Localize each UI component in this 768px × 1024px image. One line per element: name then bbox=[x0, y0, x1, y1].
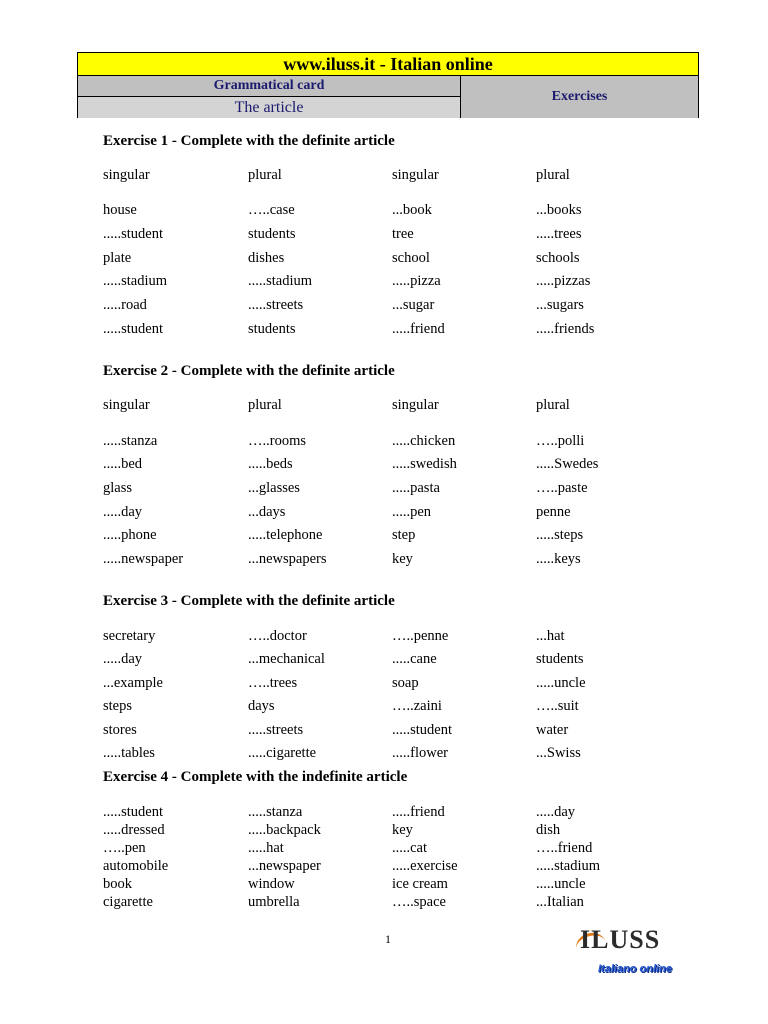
exercise-title: Exercise 4 - Complete with the indefinite article bbox=[103, 769, 408, 785]
exercise-cell: plural bbox=[248, 397, 282, 413]
exercise-cell: .....phone bbox=[103, 527, 157, 543]
exercise-cell: singular bbox=[103, 167, 150, 183]
exercise-cell: key bbox=[392, 822, 413, 838]
exercise-cell: stores bbox=[103, 722, 137, 738]
exercise-cell: …..polli bbox=[536, 433, 585, 449]
exercise-cell: ...mechanical bbox=[248, 651, 325, 667]
exercise-cell: cigarette bbox=[103, 894, 153, 910]
exercise-cell: ...newspapers bbox=[248, 551, 327, 567]
exercise-row bbox=[103, 397, 703, 417]
exercise-cell: tree bbox=[392, 226, 414, 242]
exercise-row bbox=[103, 167, 703, 187]
exercise-cell: .....flower bbox=[392, 745, 448, 761]
exercise-cell: .....newspaper bbox=[103, 551, 184, 567]
exercise-cell: glass bbox=[103, 480, 132, 496]
exercise-cell: .....pizza bbox=[392, 273, 441, 289]
exercise-cell: ...glasses bbox=[248, 480, 300, 496]
exercise-title: Exercise 2 - Complete with the definite article bbox=[103, 363, 395, 379]
exercise-row bbox=[103, 250, 703, 270]
exercise-cell: …..space bbox=[392, 894, 446, 910]
exercise-row bbox=[103, 321, 703, 341]
exercise-cell: .....trees bbox=[536, 226, 582, 242]
exercise-cell: key bbox=[392, 551, 413, 567]
exercise-cell: step bbox=[392, 527, 416, 543]
exercise-cell: .....uncle bbox=[536, 876, 586, 892]
exercise-cell: …..trees bbox=[248, 675, 298, 691]
exercise-cell: singular bbox=[392, 397, 439, 413]
exercise-cell: umbrella bbox=[248, 894, 300, 910]
exercise-cell: soap bbox=[392, 675, 419, 691]
exercise-cell: .....student bbox=[103, 804, 164, 820]
exercise-row bbox=[103, 840, 703, 860]
exercise-cell: students bbox=[248, 226, 296, 242]
exercise-cell: .....pizzas bbox=[536, 273, 591, 289]
exercise-row bbox=[103, 858, 703, 878]
exercise-cell: .....friends bbox=[536, 321, 595, 337]
exercise-cell: .....road bbox=[103, 297, 147, 313]
exercise-cell: schools bbox=[536, 250, 580, 266]
logo-mark: ILUSS bbox=[580, 925, 661, 954]
exercise-cell: ...example bbox=[103, 675, 163, 691]
exercise-cell: ...Swiss bbox=[536, 745, 581, 761]
exercise-cell: students bbox=[536, 651, 584, 667]
exercise-cell: penne bbox=[536, 504, 571, 520]
exercise-cell: school bbox=[392, 250, 430, 266]
exercise-cell: ...sugars bbox=[536, 297, 584, 313]
exercise-row bbox=[103, 675, 703, 695]
exercise-cell: ...book bbox=[392, 202, 432, 218]
exercise-cell: .....friend bbox=[392, 804, 445, 820]
exercise-cell: ...books bbox=[536, 202, 582, 218]
exercise-cell: …..doctor bbox=[248, 628, 307, 644]
exercise-cell: .....exercise bbox=[392, 858, 458, 874]
exercise-row bbox=[103, 894, 703, 914]
exercise-row bbox=[103, 722, 703, 742]
exercise-cell: .....stadium bbox=[103, 273, 168, 289]
exercise-cell: dishes bbox=[248, 250, 285, 266]
exercise-cell: .....cigarette bbox=[248, 745, 317, 761]
exercise-cell: .....cat bbox=[392, 840, 428, 856]
site-title: www.iluss.it - Italian online bbox=[78, 53, 698, 76]
exercise-cell: .....streets bbox=[248, 297, 304, 313]
exercise-cell: days bbox=[248, 698, 275, 714]
logo-tagline: Italiano online bbox=[598, 963, 672, 975]
exercise-cell: window bbox=[248, 876, 295, 892]
exercise-row bbox=[103, 651, 703, 671]
exercise-cell: .....uncle bbox=[536, 675, 586, 691]
exercise-cell: book bbox=[103, 876, 132, 892]
exercise-cell: …..zaini bbox=[392, 698, 442, 714]
exercise-cell: ...days bbox=[248, 504, 286, 520]
exercise-cell: steps bbox=[103, 698, 132, 714]
exercise-row bbox=[103, 551, 703, 571]
exercise-row bbox=[103, 297, 703, 317]
exercise-cell: secretary bbox=[103, 628, 156, 644]
exercise-cell: .....hat bbox=[248, 840, 284, 856]
exercise-cell: ...sugar bbox=[392, 297, 435, 313]
exercise-cell: .....Swedes bbox=[536, 456, 599, 472]
exercise-cell: .....stanza bbox=[103, 433, 158, 449]
exercise-row bbox=[103, 804, 703, 824]
exercise-cell: .....day bbox=[103, 504, 143, 520]
exercise-row bbox=[103, 876, 703, 896]
exercise-row bbox=[103, 698, 703, 718]
exercise-cell: ...hat bbox=[536, 628, 565, 644]
exercise-row bbox=[103, 226, 703, 246]
exercise-cell: …..suit bbox=[536, 698, 579, 714]
exercise-title: Exercise 1 - Complete with the definite article bbox=[103, 133, 395, 149]
exercise-cell: .....student bbox=[392, 722, 453, 738]
exercise-row bbox=[103, 628, 703, 648]
exercise-cell: automobile bbox=[103, 858, 169, 874]
exercise-cell: .....steps bbox=[536, 527, 584, 543]
exercise-title: Exercise 3 - Complete with the definite article bbox=[103, 593, 395, 609]
exercise-cell: water bbox=[536, 722, 569, 738]
exercise-row bbox=[103, 822, 703, 842]
exercise-cell: …..rooms bbox=[248, 433, 306, 449]
exercise-row bbox=[103, 273, 703, 293]
exercise-cell: …..pen bbox=[103, 840, 146, 856]
exercise-cell: .....cane bbox=[392, 651, 437, 667]
exercise-cell: .....chicken bbox=[392, 433, 456, 449]
header-table bbox=[77, 52, 699, 118]
exercise-cell: students bbox=[248, 321, 296, 337]
exercise-cell: .....beds bbox=[248, 456, 293, 472]
exercise-cell: plural bbox=[536, 397, 570, 413]
exercise-row bbox=[103, 527, 703, 547]
exercise-row bbox=[103, 745, 703, 765]
exercise-cell: plate bbox=[103, 250, 132, 266]
exercise-cell: plural bbox=[248, 167, 282, 183]
exercise-cell: .....stadium bbox=[536, 858, 601, 874]
card-label: Grammatical card bbox=[78, 76, 461, 97]
exercise-cell: .....pasta bbox=[392, 480, 440, 496]
exercise-row bbox=[103, 202, 703, 222]
exercise-cell: .....dressed bbox=[103, 822, 165, 838]
exercise-row bbox=[103, 433, 703, 453]
exercise-cell: .....pen bbox=[392, 504, 432, 520]
exercise-cell: .....student bbox=[103, 226, 164, 242]
exercise-cell: .....day bbox=[103, 651, 143, 667]
exercise-row bbox=[103, 456, 703, 476]
exercise-cell: house bbox=[103, 202, 137, 218]
exercise-cell: .....keys bbox=[536, 551, 581, 567]
exercise-cell: dish bbox=[536, 822, 561, 838]
exercise-cell: ...Italian bbox=[536, 894, 584, 910]
exercise-cell: .....swedish bbox=[392, 456, 457, 472]
exercise-cell: …..penne bbox=[392, 628, 449, 644]
exercise-cell: .....student bbox=[103, 321, 164, 337]
exercise-cell: singular bbox=[103, 397, 150, 413]
exercise-row bbox=[103, 480, 703, 500]
exercise-cell: …..friend bbox=[536, 840, 593, 856]
exercise-cell: …..case bbox=[248, 202, 295, 218]
exercise-row bbox=[103, 504, 703, 524]
exercise-cell: …..paste bbox=[536, 480, 588, 496]
exercise-cell: .....bed bbox=[103, 456, 143, 472]
iluss-logo bbox=[576, 925, 696, 977]
exercise-cell: .....friend bbox=[392, 321, 445, 337]
page-number: 1 bbox=[385, 932, 391, 946]
exercise-cell: .....stadium bbox=[248, 273, 313, 289]
exercise-cell: .....backpack bbox=[248, 822, 321, 838]
exercise-cell: ...newspaper bbox=[248, 858, 321, 874]
exercises-label: Exercises bbox=[461, 76, 698, 118]
exercise-cell: .....streets bbox=[248, 722, 304, 738]
card-title: The article bbox=[78, 97, 461, 118]
exercise-cell: .....telephone bbox=[248, 527, 323, 543]
exercise-cell: .....day bbox=[536, 804, 576, 820]
exercise-cell: plural bbox=[536, 167, 570, 183]
exercise-cell: ice cream bbox=[392, 876, 448, 892]
exercise-cell: .....tables bbox=[103, 745, 155, 761]
exercise-cell: singular bbox=[392, 167, 439, 183]
exercise-cell: .....stanza bbox=[248, 804, 303, 820]
